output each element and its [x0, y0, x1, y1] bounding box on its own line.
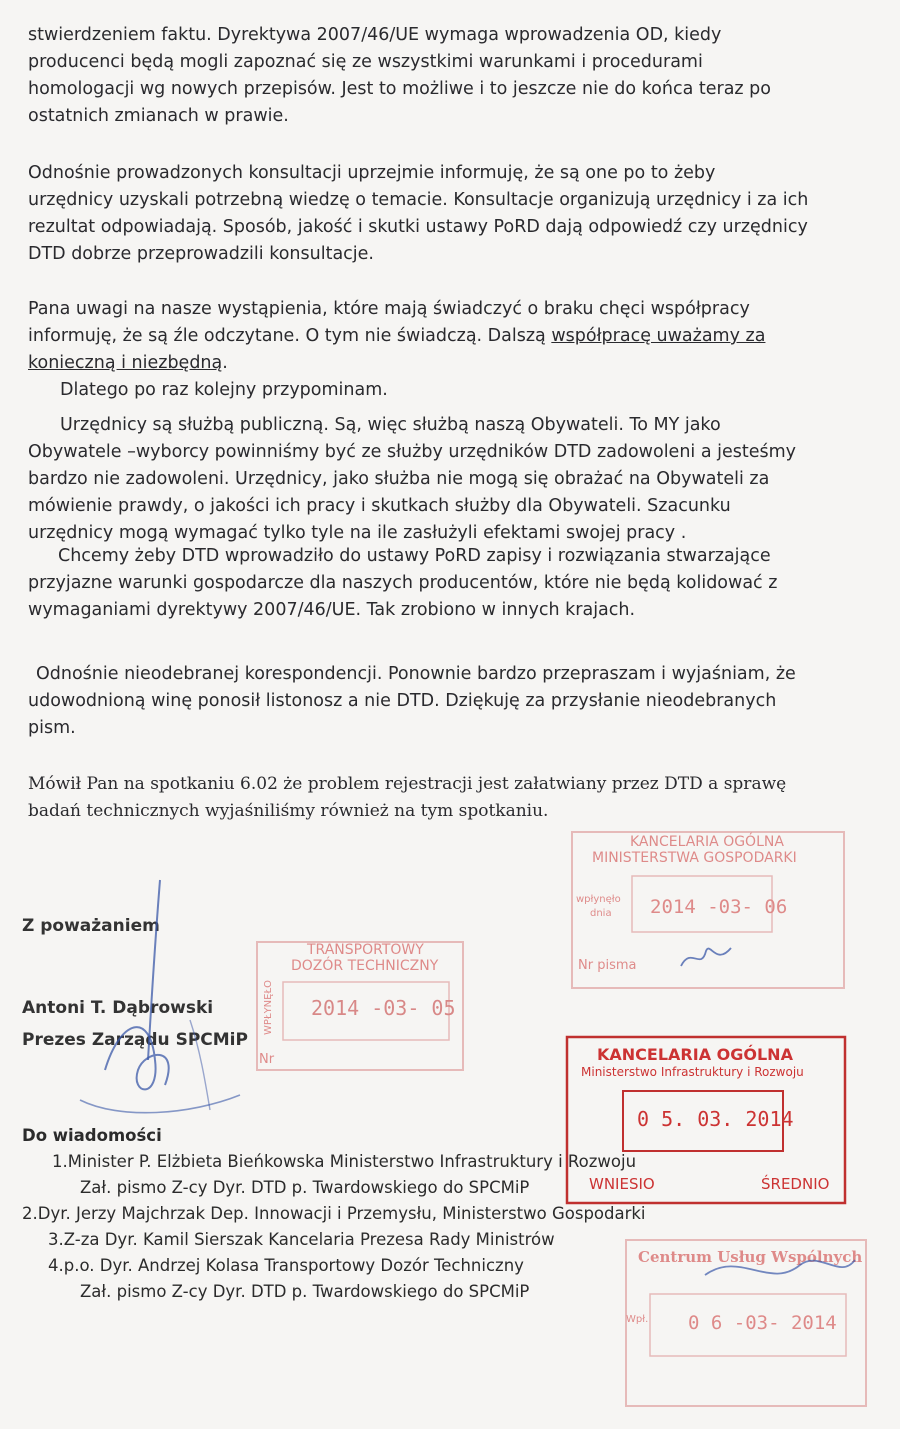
stamp-label: Nr [259, 1052, 275, 1067]
text-line: DTD dobrze przeprowadzili konsultacje. [28, 244, 374, 264]
underlined-text: konieczną i niezbędną [28, 353, 223, 373]
distribution-list [22, 1123, 646, 1305]
stamp-label: Wpł. [626, 1314, 649, 1325]
text-line [28, 350, 868, 377]
paragraph-correspondence [28, 661, 868, 742]
text-line: pism. [28, 718, 76, 738]
signer-name: Antoni T. Dąbrowski [22, 998, 214, 1018]
stamp-date: 2014 -03- 05 [311, 996, 456, 1020]
stamp-label: ŚREDNIO [761, 1175, 830, 1193]
text-line: rezultat odpowiadają. Sposób, jakość i skutki ustawy PoRD dają odpowiedź czy urzędnicy [28, 217, 808, 237]
text-line: urzędnicy mogą wymagać tylko tyle na ile zasłużyli efektami swojej pracy . [28, 523, 687, 543]
stamp-date: 0 5. 03. 2014 [637, 1107, 794, 1131]
paragraph-homologation [28, 22, 868, 130]
handwritten-signature [60, 870, 260, 1130]
stamp-tdt [255, 940, 465, 1072]
stamp-date: 2014 -03- 06 [650, 896, 788, 918]
underlined-text: współpracę uważamy za [551, 326, 766, 346]
paragraph-reminder [28, 377, 868, 404]
text-line: przyjazne warunki gospodarcze dla naszych producentów, które nie będą kolidować z [28, 573, 778, 593]
distribution-item: Zał. pismo Z-cy Dyr. DTD p. Twardowskiego do SPCMiP [80, 1178, 530, 1197]
text-line: Mówił Pan na spotkaniu 6.02 że problem rejestracji jest załatwiany przez DTD a sprawę [28, 774, 787, 794]
stamp-label: WNIESIO [589, 1175, 655, 1193]
text-line: bardzo nie zadowoleni. Urzędnicy, jako służba nie mogą się obrażać na Obywateli za [28, 469, 770, 489]
text-line: Pana uwagi na nasze wystąpienia, które mają świadczyć o braku chęci współpracy [28, 299, 750, 319]
stamp-label: dnia [590, 908, 612, 919]
closing-greeting: Z poważaniem [22, 916, 160, 936]
stamp-label: Nr pisma [578, 958, 637, 973]
distribution-item: 1.Minister P. Elżbieta Bieńkowska Ministerstwo Infrastruktury i Rozwoju [52, 1152, 637, 1171]
stamp-label: WPŁYNĘŁO [262, 980, 274, 1035]
text-line: Chcemy żeby DTD wprowadziło do ustawy PoRD zapisy i rozwiązania stwarzające [58, 546, 771, 566]
signer-role: Prezes Zarządu SPCMiP [22, 1030, 248, 1050]
stamp-label: wpłynęło [576, 894, 621, 905]
stamp-line: Centrum Usług Wspólnych [638, 1248, 863, 1266]
text-line: homologacji wg nowych przepisów. Jest to możliwe i to jeszcze nie do końca teraz po [28, 79, 771, 99]
text-line: stwierdzeniem faktu. Dyrektywa 2007/46/UE wymaga wprowadzenia OD, kiedy [28, 25, 722, 45]
paragraph-cooperation [28, 296, 868, 377]
text-line [28, 323, 868, 350]
handwritten-initials [676, 936, 736, 976]
text-line: urzędnicy uzyskali potrzebną wiedzę o temacie. Konsultacje organizują urzędnicy i za ich [28, 190, 809, 210]
text-segment: informuję, że są źle odczytane. O tym nie świadczą. Dalszą [28, 326, 552, 346]
paragraph-meeting [28, 771, 868, 825]
text-line: udowodnioną winę ponosił listonosz a nie DTD. Dziękuję za przysłanie nieodebranych [28, 691, 777, 711]
paragraph-public-service [28, 412, 868, 547]
paragraph-demands [28, 543, 868, 624]
text-line: mówienie prawdy, o jakości ich pracy i skutkach służby dla Obywateli. Szacunku [28, 496, 731, 516]
paragraph-consultations [28, 160, 868, 268]
text-segment: . [222, 353, 228, 373]
text-line: Odnośnie nieodebranej korespondencji. Ponownie bardzo przepraszam i wyjaśniam, że [36, 664, 796, 684]
distribution-heading: Do wiadomości [22, 1126, 162, 1145]
text-line: wymaganiami dyrektywy 2007/46/UE. Tak zrobiono w innych krajach. [28, 600, 636, 620]
stamp-line: KANCELARIA OGÓLNA [630, 834, 784, 850]
text-line: producenci będą mogli zapoznać się ze wszystkimi warunkami i procedurami [28, 52, 703, 72]
stamp-line: MINISTERSTWA GOSPODARKI [592, 850, 797, 866]
text-line: Odnośnie prowadzonych konsultacji uprzejmie informuję, że są one po to żeby [28, 163, 716, 183]
distribution-item: Zał. pismo Z-cy Dyr. DTD p. Twardowskiego do SPCMiP [80, 1282, 530, 1301]
handwritten-scribble [700, 1245, 860, 1295]
stamp-date: 0 6 -03- 2014 [688, 1312, 837, 1334]
stamp-line: KANCELARIA OGÓLNA [597, 1045, 793, 1064]
text-line: Urzędnicy są służbą publiczną. Są, więc służbą naszą Obywateli. To MY jako [60, 415, 721, 435]
distribution-item: 4.p.o. Dyr. Andrzej Kolasa Transportowy Dozór Techniczny [48, 1256, 524, 1275]
text-line: Obywatele –wyborcy powinniśmy być ze służby urzędników DTD zadowoleni a jesteśmy [28, 442, 797, 462]
text-line: ostatnich zmianach w prawie. [28, 106, 289, 126]
stamp-line: DOZÓR TECHNICZNY [291, 958, 439, 974]
stamp-line: Ministerstwo Infrastruktury i Rozwoju [581, 1065, 804, 1079]
distribution-item: 3.Z-za Dyr. Kamil Sierszak Kancelaria Prezesa Rady Ministrów [48, 1230, 555, 1249]
stamp-line: TRANSPORTOWY [307, 942, 424, 958]
stamp-ministry-infrastructure [565, 1035, 847, 1205]
text-line: Dlatego po raz kolejny przypominam. [60, 380, 388, 400]
distribution-item: 2.Dyr. Jerzy Majchrzak Dep. Innowacji i Przemysłu, Ministerstwo Gospodarki [22, 1204, 646, 1223]
text-line: badań technicznych wyjaśniliśmy również na tym spotkaniu. [28, 801, 549, 821]
